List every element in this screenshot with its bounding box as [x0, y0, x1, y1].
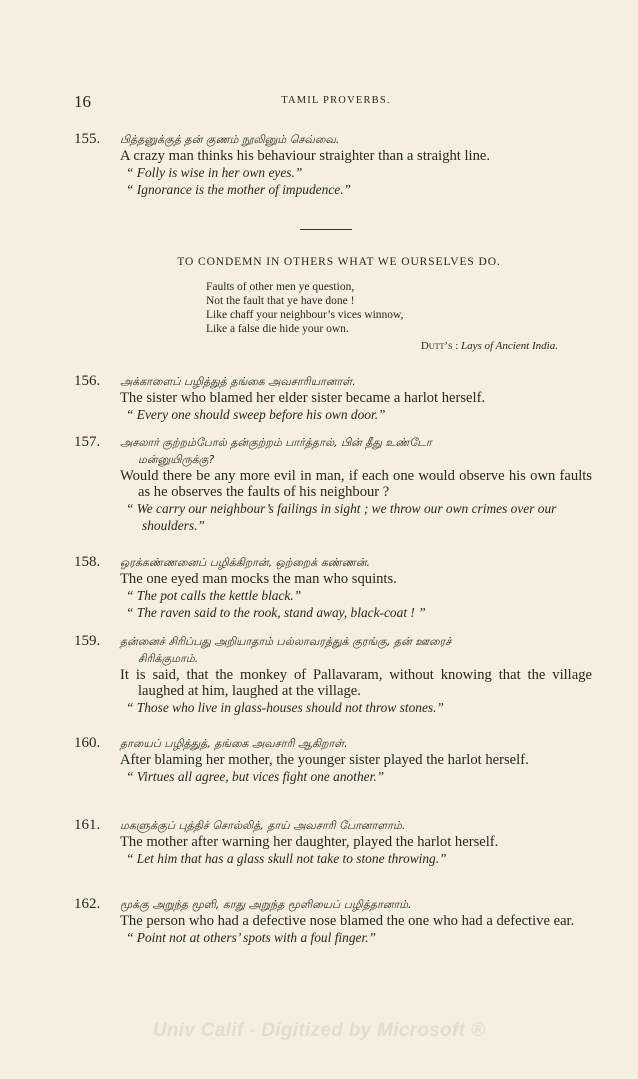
- proverb-number: 156.: [74, 373, 101, 389]
- tamil-text: தன்னைச் சிரிப்பது அறியாதாம் பல்லாவரத்துக் குரங்கு, தன் ஊரைச்: [120, 635, 452, 648]
- epigraph-poem: [206, 280, 403, 336]
- proverb-entry-158: [74, 554, 592, 621]
- section-heading: TO CONDEMN IN OTHERS WHAT WE OURSELVES DO.: [177, 256, 501, 268]
- proverb-number: 155.: [74, 131, 101, 147]
- english-translation: The sister who blamed her elder sister became a harlot herself.: [120, 390, 486, 406]
- running-title: TAMIL PROVERBS.: [281, 95, 391, 106]
- proverb-entry-156: [74, 373, 592, 423]
- page-number: 16: [74, 92, 91, 111]
- tamil-text: அசலார் குற்றம்போல் தன்குற்றம் பார்த்தால், பின் தீது உண்டோ: [120, 436, 432, 449]
- tamil-text: பித்தனுக்குத் தன் குணம் நூலினும் செவ்வை.: [120, 133, 340, 146]
- proverb-number: 160.: [74, 735, 101, 751]
- english-translation: It is said, that the monkey of Pallavaram, without knowing that the village laughed at him, laughed at the village.: [120, 667, 592, 699]
- proverb-entry-159: [74, 633, 592, 716]
- tamil-text: அக்காளைப் பழித்துத் தங்கை அவசாரியானாள்.: [120, 375, 356, 388]
- parallel-quote: “ Virtues all agree, but vices fight one another.”: [126, 769, 385, 784]
- tamil-text: சிரிக்குமாம்.: [138, 652, 199, 665]
- parallel-quote: “ We carry our neighbour’s failings in sight ; we throw our own crimes over our shoulders.”: [126, 501, 557, 533]
- digitization-watermark: Univ Calif - Digitized by Microsoft ®: [152, 1020, 486, 1041]
- parallel-quote: “ The pot calls the kettle black.”: [126, 588, 302, 603]
- poem-line: Like chaff your neighbour’s vices winnow,: [206, 309, 404, 321]
- running-head: [74, 92, 598, 112]
- poem-line: Not the fault that ye have done !: [206, 295, 355, 307]
- poem-attribution: [421, 340, 558, 352]
- poem-line: Faults of other men ye question,: [206, 281, 355, 293]
- attribution-work: Lays of Ancient India.: [461, 340, 558, 352]
- english-translation: The mother after warning her daughter, played the harlot herself.: [120, 834, 499, 850]
- english-translation: The one eyed man mocks the man who squints.: [120, 571, 397, 587]
- tamil-text: மகளுக்குப் புத்திச் சொல்லித், தாய் அவசாரி போனாளாம்.: [120, 819, 406, 832]
- tamil-text: மன்னுயிருக்கு?: [138, 453, 215, 466]
- proverb-entry-155: [74, 131, 592, 198]
- tamil-text: தாயைப் பழித்துத், தங்கை அவசாரி ஆகிறாள்.: [120, 737, 348, 750]
- parallel-quote: “ Those who live in glass-houses should not throw stones.”: [126, 700, 444, 715]
- proverb-number: 159.: [74, 633, 101, 649]
- parallel-quote: “ Let him that has a glass skull not take to stone throwing.”: [126, 851, 447, 866]
- parallel-quote: “ Ignorance is the mother of impudence.”: [126, 182, 352, 197]
- proverb-number: 158.: [74, 554, 101, 570]
- english-translation: After blaming her mother, the younger sister played the harlot herself.: [120, 752, 529, 768]
- proverb-number: 162.: [74, 896, 101, 912]
- section-divider: [300, 229, 352, 230]
- parallel-quote: “ Point not at others’ spots with a foul finger.”: [126, 930, 376, 945]
- poem-line: Like a false die hide your own.: [206, 323, 349, 335]
- attribution-author: Dutt’s :: [420, 340, 459, 352]
- english-translation: A crazy man thinks his behaviour straighter than a straight line.: [120, 148, 491, 164]
- parallel-quote: “ The raven said to the rook, stand away, black-coat ! ”: [126, 605, 426, 620]
- proverb-entry-162: [74, 896, 592, 946]
- tamil-text: ஒரக்கண்ணனைப் பழிக்கிறான், ஒற்றைக் கண்ணன்.: [120, 556, 371, 569]
- english-translation: The person who had a defective nose blamed the one who had a defective ear.: [120, 913, 575, 929]
- proverb-entry-160: [74, 735, 592, 785]
- proverb-entry-157: [74, 434, 592, 534]
- proverb-number: 157.: [74, 434, 101, 450]
- english-translation: Would there be any more evil in man, if each one would observe his own faults as he observes the faults of his neighbour ?: [120, 468, 592, 500]
- parallel-quote: “ Folly is wise in her own eyes.”: [126, 165, 303, 180]
- tamil-text: மூக்கு அறுந்த மூளி, காது அறுந்த மூளியைப் பழித்தானாம்.: [120, 898, 412, 911]
- proverb-number: 161.: [74, 817, 101, 833]
- proverb-entry-161: [74, 817, 592, 867]
- parallel-quote: “ Every one should sweep before his own door.”: [126, 407, 386, 422]
